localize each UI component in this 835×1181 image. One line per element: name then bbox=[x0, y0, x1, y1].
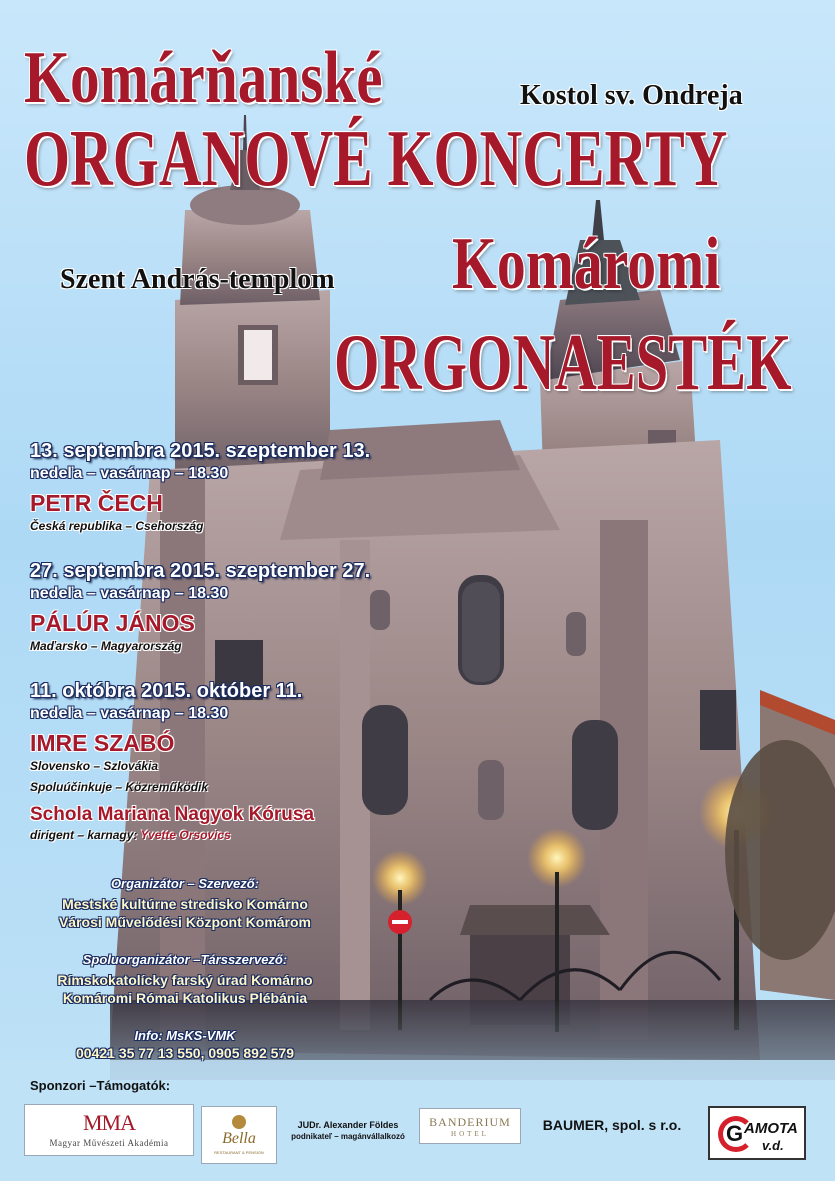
conductor-label: dirigent – karnagy: bbox=[30, 828, 138, 842]
concert-artist: IMRE SZABÓ bbox=[30, 730, 175, 756]
concert-country: Maďarsko – Magyarország bbox=[30, 639, 182, 653]
concert-artist: PETR ČECH bbox=[30, 490, 163, 516]
bella-logo-tagline: RESTAURANT & PENSION bbox=[214, 1150, 264, 1155]
co-organizer-line: Komáromi Római Katolikus Plébánia bbox=[62, 990, 308, 1006]
gamota-logo bbox=[708, 1106, 806, 1160]
gamota-logo-letter: G bbox=[726, 1121, 744, 1146]
bella-logo bbox=[201, 1106, 277, 1164]
church-name-sk: Kostol sv. Ondreja bbox=[520, 80, 743, 111]
mma-logo-mark: MMA bbox=[82, 1110, 135, 1135]
concert-country: Česká republika – Csehország bbox=[30, 519, 204, 533]
bella-logo-name: Bella bbox=[222, 1130, 256, 1147]
organizer-line: Mestské kultúrne stredisko Komárno bbox=[62, 896, 308, 912]
organizer-heading: Organizátor – Szervező: bbox=[110, 876, 260, 891]
gamota-logo-line2: v.d. bbox=[762, 1138, 784, 1153]
concert-country: Slovensko – Szlovákia bbox=[30, 759, 159, 773]
foldes-logo-line1: JUDr. Alexander Földes bbox=[297, 1119, 399, 1130]
gamota-logo-line1: AMOTA bbox=[744, 1120, 798, 1137]
co-organizer-heading: Spoluorganizátor –Társszervező: bbox=[82, 952, 288, 967]
mma-logo bbox=[24, 1104, 194, 1156]
title-line-1: Komárňanské bbox=[24, 37, 383, 119]
sponsors-label: Sponzori –Támogatók: bbox=[30, 1078, 171, 1093]
organizer-line: Városi Művelődési Központ Komárom bbox=[58, 914, 312, 930]
info-label: Info: MsKS-VMK bbox=[134, 1028, 236, 1043]
concert-artist: PÁLÚR JÁNOS bbox=[30, 610, 195, 636]
concert-time: nedeľa – vasárnap – 18.30 bbox=[30, 465, 229, 482]
co-organizer-line: Rímskokatolícky farský úrad Komárno bbox=[57, 972, 313, 988]
conductor-line bbox=[30, 828, 231, 842]
info-phones: 00421 35 77 13 550, 0905 892 579 bbox=[76, 1045, 294, 1061]
baumer-logo bbox=[529, 1112, 695, 1138]
baumer-logo-text: BAUMER, spol. s r.o. bbox=[542, 1117, 682, 1133]
concert-date: 27. septembra 2015. szeptember 27. bbox=[30, 560, 371, 582]
church-name-hu: Szent András-templom bbox=[60, 264, 335, 295]
title-line-3: Komáromi bbox=[452, 223, 721, 305]
conductor-name: Yvette Orsovics bbox=[140, 828, 231, 842]
foldes-logo-line2: podnikateľ – magánvállalkozó bbox=[291, 1131, 405, 1141]
foldes-logo bbox=[283, 1112, 413, 1148]
banderium-logo bbox=[419, 1108, 521, 1144]
banderium-logo-line1: BANDERIUM bbox=[429, 1114, 511, 1129]
concert-date: 13. septembra 2015. szeptember 13. bbox=[30, 440, 371, 462]
choir-name: Schola Mariana Nagyok Kórusa bbox=[30, 804, 315, 825]
title-line-4: ORGONAESTÉK bbox=[334, 319, 792, 407]
banderium-logo-line2: HOTEL bbox=[451, 1129, 489, 1138]
bella-emblem-icon bbox=[232, 1115, 246, 1129]
mma-logo-name: Magyar Művészeti Akadémia bbox=[49, 1138, 169, 1148]
concert-time: nedeľa – vasárnap – 18.30 bbox=[30, 705, 229, 722]
concert-time: nedeľa – vasárnap – 18.30 bbox=[30, 585, 229, 602]
concert-date: 11. októbra 2015. október 11. bbox=[30, 680, 303, 702]
guest-label: Spoluúčinkuje – Közreműködik bbox=[30, 780, 209, 794]
title-line-2: ORGANOVÉ KONCERTY bbox=[24, 115, 728, 203]
